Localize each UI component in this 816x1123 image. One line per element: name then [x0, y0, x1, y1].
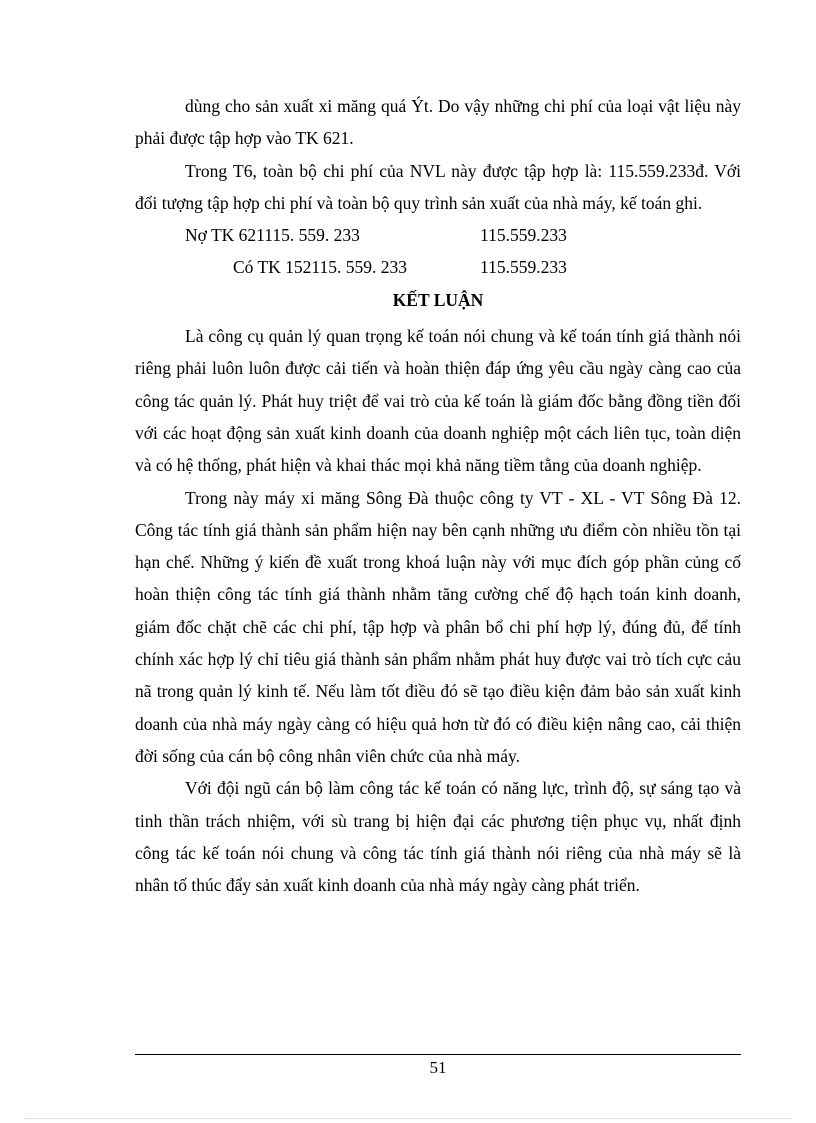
page-number: 51: [429, 1058, 447, 1077]
paragraph-continuation: dùng cho sản xuất xi măng quá Ýt. Do vậy những chi phí của loại vật liệu này phải được tập hợp vào TK 621.: [135, 96, 741, 149]
credit-amount: 115.559.233: [480, 257, 567, 278]
journal-entry-credit: [135, 251, 741, 283]
section-heading: KẾT LUẬN: [392, 289, 484, 310]
debit-account: Nợ TK 621115. 559. 233: [185, 225, 360, 246]
paragraph-conclusion-1: Là công cụ quản lý quan trọng kế toán nói chung và kế toán tính giá thành nói riêng phải luôn luôn được cải tiến và hoàn thiện đáp ứng yêu cầu ngày càng cao của công tác quản lý. Phát huy triệt để vai trò của kế toán là giám đốc bằng đồng tiền đối với các hoạt động sản xuất kinh doanh của doanh nghiệp một cách liên tục, toàn diện và có hệ thống, phát hiện và khai thác mọi khả năng tiềm tằng của doanh nghiệp.: [135, 326, 741, 476]
body-text: [135, 90, 741, 901]
credit-account: Có TK 152115. 559. 233: [233, 257, 408, 278]
paragraph-conclusion-2: Trong này máy xi măng Sông Đà thuộc công ty VT - XL - VT Sông Đà 12. Công tác tính giá thành sản phẩm hiện nay bên cạnh những ưu điểm còn nhiều tồn tại hạn chế. Những ý kiến đề xuất trong khoá luận này với mục đích góp phần củng cố hoàn thiện công tác tính giá thành nhằm tăng cường chế độ hạch toán kinh doanh, giám đốc chặt chẽ các chi phí, tập hợp và phân bổ chi phí hợp lý, đúng đủ, để tính chính xác hợp lý chỉ tiêu giá thành sản phẩm nhằm phát huy được vai trò tích cực cảu nã trong quản lý kinh tế. Nếu làm tốt điều đó sẽ tạo điều kiện đảm bảo sản xuất kinh doanh của nhà máy ngày càng có hiệu quả hơn từ đó có điều kiện nâng cao, cải thiện đời sống của cán bộ công nhân viên chức của nhà máy.: [135, 487, 741, 766]
page-bottom-border: [25, 1118, 791, 1119]
debit-amount: 115.559.233: [480, 225, 567, 246]
paragraph-total-cost: Trong T6, toàn bộ chi phí của NVL này được tập hợp là: 115.559.233đ. Với đối tượng tập hợp chi phí và toàn bộ quy trình sản xuất của nhà máy, kế toán ghi.: [135, 160, 741, 213]
footer-divider: [135, 1054, 741, 1055]
paragraph-conclusion-3: Với đội ngũ cán bộ làm công tác kế toán có năng lực, trình độ, sự sáng tạo và tinh thần trách nhiệm, với sù trang bị hiện đại các phương tiện phục vụ, nhất định công tác kế toán nói chung và công tác tính giá thành nói riêng của nhà máy sẽ là nhân tố thúc đẩy sản xuất kinh doanh của nhà máy ngày càng phát triển.: [135, 778, 741, 896]
journal-entry-debit: [135, 219, 741, 251]
